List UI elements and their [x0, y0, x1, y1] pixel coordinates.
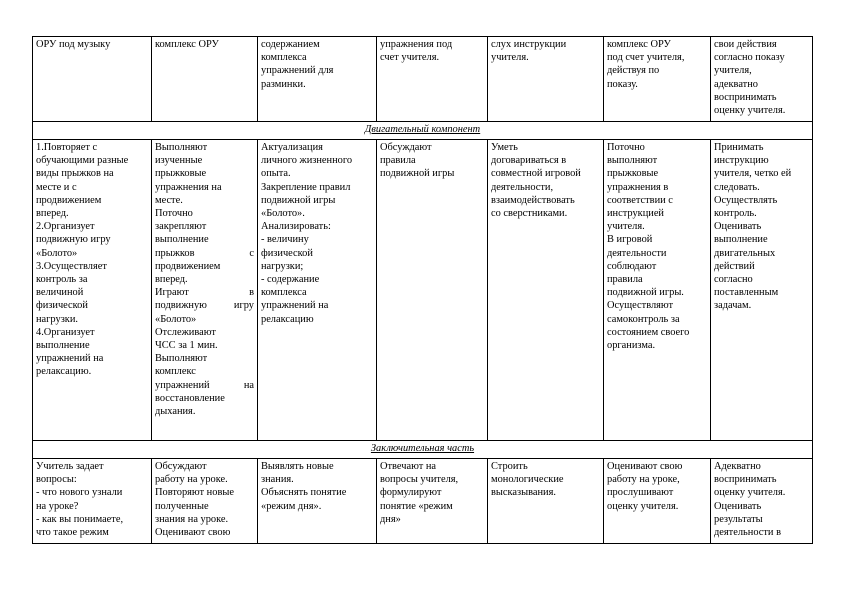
- cell-line: Выполняют: [155, 142, 208, 153]
- cell-line: Отвечают на: [380, 461, 437, 472]
- cell-line: личного жизненного: [261, 155, 353, 167]
- cell-line: Объяснять понятие: [261, 487, 347, 499]
- cell-line: оценку учителя.: [714, 105, 786, 117]
- cell-line: «Болото».: [261, 208, 305, 220]
- cell-word: на: [243, 379, 254, 391]
- cell-line: следовать.: [714, 181, 760, 193]
- cell-line: выполнение: [155, 234, 209, 246]
- cell-line: знания.: [261, 474, 294, 486]
- cell-line: выполнение: [714, 234, 768, 246]
- cell-line: соблюдают: [607, 260, 657, 272]
- cell-line: инструкцию: [714, 155, 769, 167]
- cell-line: комплекса: [261, 287, 307, 299]
- cell-line: подвижной игры: [380, 168, 455, 180]
- cell-line: продвижением: [36, 194, 102, 206]
- table-cell: [711, 459, 813, 544]
- cell-line: релаксацию.: [36, 366, 92, 378]
- cell-line: релаксацию: [261, 313, 314, 325]
- section-header-row: [33, 122, 813, 140]
- cell-line: нагрузки.: [36, 313, 78, 325]
- cell-line: Принимать: [714, 142, 764, 153]
- cell-line: что такое режим: [36, 527, 109, 539]
- cell-line: 3.Осуществляет: [36, 260, 107, 272]
- cell-line: «Болото»: [155, 313, 197, 325]
- cell-line: Адекватно: [714, 461, 761, 472]
- table-cell: [711, 37, 813, 122]
- cell-line: оценку учителя.: [714, 487, 786, 499]
- cell-line: результаты: [714, 513, 763, 525]
- cell-line: Актуализация: [261, 142, 323, 153]
- section-header-row: [33, 441, 813, 459]
- cell-line: свои действия: [714, 39, 777, 50]
- cell-line: продвижением: [155, 260, 221, 272]
- table-row: [33, 459, 813, 544]
- cell-line: согласно показу: [714, 52, 785, 64]
- cell-line: содержанием: [261, 39, 320, 50]
- cell-line: опыта.: [261, 168, 291, 180]
- cell-line: комплекса: [261, 52, 307, 64]
- cell-line: взаимодействовать: [491, 194, 575, 206]
- cell-line: - величину: [261, 234, 309, 246]
- cell-line: - содержание: [261, 274, 320, 286]
- cell-line: воспринимать: [714, 474, 777, 486]
- cell-line: Осуществляют: [607, 300, 674, 312]
- cell-line: Уметь: [491, 142, 518, 153]
- cell-line: учителя, четко ей: [714, 168, 792, 180]
- cell-line: обучающими разные: [36, 155, 129, 167]
- cell-word: упражнений: [155, 379, 210, 391]
- cell-word: прыжков: [155, 247, 195, 259]
- cell-line: упражнений на: [261, 300, 329, 312]
- cell-line: под счет учителя,: [607, 52, 685, 64]
- cell-line: изученные: [155, 155, 203, 167]
- cell-line: Закрепление правил: [261, 181, 351, 193]
- cell-line: соответствии с: [607, 194, 673, 206]
- cell-line: совместной игровой: [491, 168, 581, 180]
- cell-line: действий: [714, 260, 755, 272]
- cell-line: упражнений для: [261, 65, 334, 77]
- cell-line: контроль за: [36, 274, 88, 286]
- cell-line: упражнения на: [155, 181, 222, 193]
- cell-line: учителя.: [607, 221, 645, 233]
- cell-line: прослушивают: [607, 487, 674, 499]
- lesson-plan-table: [32, 36, 813, 544]
- cell-line: полученные: [155, 500, 209, 512]
- cell-line: выполнение: [36, 340, 90, 352]
- table-cell: [377, 37, 488, 122]
- cell-line: физической: [36, 300, 88, 312]
- cell-line: Отслеживают: [155, 326, 216, 338]
- table-cell: [711, 140, 813, 441]
- cell-line: Оценивать: [714, 500, 762, 512]
- table-cell: [488, 459, 604, 544]
- cell-word: с: [249, 247, 254, 259]
- cell-line: Поточно: [155, 208, 193, 220]
- cell-line: комплекс ОРУ: [607, 39, 671, 50]
- section-title: Заключительная часть: [33, 441, 813, 459]
- cell-line: договариваться в: [491, 155, 567, 167]
- cell-line: Оценивают свою: [155, 527, 231, 539]
- table-cell: [152, 459, 258, 544]
- cell-line: Оценивать: [714, 221, 762, 233]
- cell-line: Учитель задает: [36, 461, 104, 472]
- cell-line: виды прыжков на: [36, 168, 114, 180]
- cell-line: Обсуждают: [380, 142, 432, 153]
- cell-line: высказывания.: [491, 487, 556, 499]
- table-cell: [33, 459, 152, 544]
- cell-line: прыжковые: [155, 168, 207, 180]
- cell-line: организма.: [607, 340, 656, 352]
- cell-line: на уроке?: [36, 500, 79, 512]
- cell-line: прыжковые: [607, 168, 659, 180]
- cell-line: правила: [607, 274, 643, 286]
- cell-line: Выполняют: [155, 353, 208, 365]
- cell-line: - что нового узнали: [36, 487, 123, 499]
- cell-line: Повторяют новые: [155, 487, 234, 499]
- section-title: Двигательный компонент: [33, 122, 813, 140]
- cell-line: действуя по: [607, 65, 660, 77]
- cell-line: работу на уроке.: [155, 474, 228, 486]
- cell-line-justified: [155, 299, 254, 312]
- table-cell: [258, 37, 377, 122]
- cell-line: деятельности,: [491, 181, 554, 193]
- table-cell: [33, 37, 152, 122]
- cell-line: 1.Повторяет с: [36, 142, 98, 153]
- cell-line: подвижную игру: [36, 234, 111, 246]
- cell-word: подвижную: [155, 300, 207, 312]
- cell-line: деятельности: [607, 247, 667, 259]
- cell-line: закрепляют: [155, 221, 207, 233]
- cell-line: Поточно: [607, 142, 645, 153]
- cell-line: Выявлять новые: [261, 461, 334, 472]
- cell-line: со сверстниками.: [491, 208, 568, 220]
- cell-line: учителя,: [714, 65, 752, 77]
- cell-line: понятие «режим: [380, 500, 453, 512]
- cell-line: контроль.: [714, 208, 757, 220]
- cell-line: знания на уроке.: [155, 513, 229, 525]
- table-cell: [488, 140, 604, 441]
- table-row: [33, 37, 813, 122]
- cell-line: - как вы понимаете,: [36, 513, 124, 525]
- cell-line: месте.: [155, 194, 183, 206]
- cell-line-justified: [155, 247, 254, 260]
- cell-line: состоянием своего: [607, 326, 690, 338]
- cell-line: монологические: [491, 474, 564, 486]
- cell-line: ЧСС за 1 мин.: [155, 340, 218, 352]
- table-cell: [33, 140, 152, 441]
- cell-line: дня»: [380, 513, 401, 525]
- cell-line-justified: [155, 379, 254, 392]
- cell-line: работу на уроке,: [607, 474, 680, 486]
- cell-line: упражнения под: [380, 39, 453, 50]
- table-cell: [488, 37, 604, 122]
- cell-line: вперед.: [36, 208, 69, 220]
- cell-line: Строить: [491, 461, 528, 472]
- cell-line: инструкцией: [607, 208, 664, 220]
- cell-line: подвижной игры.: [607, 287, 684, 299]
- cell-line: выполняют: [607, 155, 658, 167]
- cell-line: месте и с: [36, 181, 77, 193]
- cell-line: поставленным: [714, 287, 779, 299]
- cell-line: вперед.: [155, 274, 188, 286]
- cell-line: нагрузки;: [261, 260, 304, 272]
- cell-line: слух инструкции: [491, 39, 567, 50]
- cell-line: воспринимать: [714, 91, 777, 103]
- cell-line: задачам.: [714, 300, 752, 312]
- table-cell: [152, 37, 258, 122]
- cell-line: счет учителя.: [380, 52, 440, 64]
- cell-line: подвижной игры: [261, 194, 336, 206]
- cell-line: Оценивают свою: [607, 461, 683, 472]
- cell-word: игру: [233, 300, 254, 312]
- cell-line: разминки.: [261, 78, 306, 90]
- table-cell: [377, 140, 488, 441]
- cell-line: упражнения в: [607, 181, 669, 193]
- cell-line: согласно: [714, 274, 753, 286]
- table-cell: [152, 140, 258, 441]
- cell-word: Играют: [155, 287, 189, 299]
- cell-line: правила: [380, 155, 416, 167]
- cell-line: самоконтроль за: [607, 313, 680, 325]
- table-cell: [604, 140, 711, 441]
- table-cell: [258, 140, 377, 441]
- table-row: [33, 140, 813, 441]
- cell-line: комплекс ОРУ: [155, 39, 219, 50]
- cell-word: в: [249, 287, 254, 299]
- cell-line: восстановление: [155, 392, 225, 404]
- cell-line: ОРУ под музыку: [36, 39, 111, 50]
- cell-line: учителя.: [491, 52, 529, 64]
- cell-line: Обсуждают: [155, 461, 207, 472]
- cell-line: вопросы учителя,: [380, 474, 459, 486]
- cell-line: оценку учителя.: [607, 500, 679, 512]
- cell-line: деятельности в: [714, 527, 781, 539]
- cell-line: 2.Организует: [36, 221, 95, 233]
- cell-line: В игровой: [607, 234, 653, 246]
- cell-line: дыхания.: [155, 406, 196, 418]
- cell-line: 4.Организует: [36, 326, 95, 338]
- cell-line-justified: [155, 286, 254, 299]
- table-cell: [377, 459, 488, 544]
- cell-line: «режим дня».: [261, 500, 322, 512]
- cell-line: величиной: [36, 287, 84, 299]
- table-body: [33, 37, 813, 544]
- cell-line: физической: [261, 247, 313, 259]
- table-cell: [604, 37, 711, 122]
- cell-line: Осуществлять: [714, 194, 778, 206]
- cell-line: упражнений на: [36, 353, 104, 365]
- table-cell: [604, 459, 711, 544]
- cell-line: формулируют: [380, 487, 442, 499]
- cell-line: показу.: [607, 78, 638, 90]
- cell-line: комплекс: [155, 366, 196, 378]
- cell-line: вопросы:: [36, 474, 77, 486]
- table-cell: [258, 459, 377, 544]
- cell-line: адекватно: [714, 78, 758, 90]
- cell-line: Анализировать:: [261, 221, 331, 233]
- cell-line: двигательных: [714, 247, 776, 259]
- cell-line: «Болото»: [36, 247, 78, 259]
